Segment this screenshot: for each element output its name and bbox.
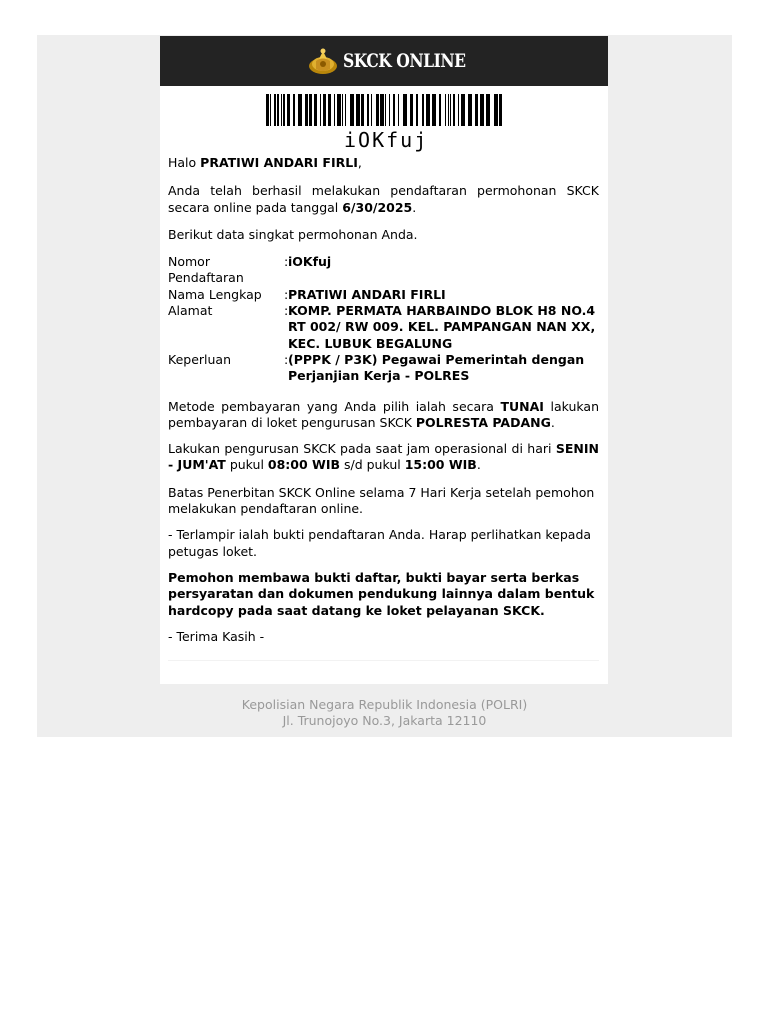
barcode-bar [416, 94, 418, 126]
registration-date: 6/30/2025 [342, 199, 413, 215]
detail-value: PRATIWI ANDARI FIRLI [288, 286, 446, 302]
detail-value: iOKfuj [288, 254, 332, 270]
barcode-bar [283, 94, 285, 126]
barcode-bar [461, 94, 465, 126]
barcode-bar [480, 94, 484, 126]
barcode-bar [277, 94, 279, 126]
barcode-bar [389, 94, 390, 126]
police-emblem-icon [308, 47, 338, 75]
barcode-bar [450, 94, 451, 126]
barcode-bar [350, 94, 354, 126]
barcode-bar [426, 94, 430, 126]
barcode-bar [398, 94, 399, 126]
email-header [160, 36, 608, 86]
divider [168, 660, 599, 661]
barcode-bar [376, 94, 379, 126]
barcode-bar [371, 94, 372, 126]
barcode-bar [320, 94, 321, 126]
detail-label: Alamat [168, 303, 213, 319]
barcode-bar [453, 94, 455, 126]
barcode-bar [274, 94, 276, 126]
barcode-bar [432, 94, 436, 126]
barcode-image [266, 94, 502, 126]
barcode-bar [448, 94, 449, 126]
barcode-bar [439, 94, 441, 126]
barcode-bar [314, 94, 317, 126]
footer-org: Kepolisian Negara Republik Indonesia (POLRI) [241, 697, 528, 712]
details-table: Nomor Pendaftaran : iOKfuj Nama Lengkap : PRATIWI ANDARI FIRLI Alamat : KOMP. PERMATA HARBAINDO BLOK H8 NO.4 RT 002/ RW 009. KEL. PAMPANGAN NAN XX, KEC. LUBUK BEGALUNG Keperluan : (PPPK / P3K) Pegawai Pemerintah dengan Perjanjian Kerja - POLRES [168, 254, 599, 384]
greeting: Halo PRATIWI ANDARI FIRLI, [168, 155, 362, 170]
barcode-bar [385, 94, 386, 126]
barcode-bar [337, 94, 341, 126]
barcode-bar [380, 94, 384, 126]
barcode-bar [468, 94, 472, 126]
barcode-bar [458, 94, 459, 126]
barcode-bar [499, 94, 502, 126]
footer-address: Jl. Trunojoyo No.3, Jakarta 12110 [282, 713, 487, 729]
payment-text: Metode pembayaran yang Anda pilih ialah secara TUNAI lakukan pembayaran di loket pengurusan SKCK POLRESTA PADANG. [168, 398, 600, 430]
deadline-text: Batas Penerbitan SKCK Online selama 7 Hari Kerja setelah pemohon melakukan pendaftaran online. [168, 484, 595, 517]
barcode-text: iOKfuj [344, 128, 429, 152]
barcode-bar [345, 94, 346, 126]
skck-logo [308, 45, 492, 77]
summary-label: Berikut data singkat permohonan Anda. [168, 226, 418, 242]
barcode-bar [361, 94, 364, 126]
attachment-note: - Terlampir ialah bukti pendaftaran Anda. Harap perlihatkan kepada petugas loket. [168, 527, 592, 559]
barcode-bar [393, 94, 395, 126]
payment-location: POLRESTA PADANG [415, 414, 551, 430]
detail-value: KOMP. PERMATA HARBAINDO BLOK H8 NO.4 RT 002/ RW 009. KEL. PAMPANGAN NAN XX, KEC. LUBUK BEGALUNG [288, 303, 596, 351]
barcode-bar [410, 94, 413, 126]
email-footer [37, 697, 732, 730]
detail-label: Nama Lengkap [168, 286, 262, 302]
operating-days: SENIN - JUM'AT [168, 441, 599, 473]
hours-text: Lakukan pengurusan SKCK pada saat jam operasional di hari SENIN - JUM'AT pukul 08:00 WIB s/d pukul 15:00 WIB. [168, 441, 599, 473]
logo-text: SKCK ONLINE [343, 50, 466, 72]
applicant-name: PRATIWI ANDARI FIRLI [200, 155, 358, 170]
barcode-bar [494, 94, 498, 126]
end-time: 15:00 WIB [404, 457, 477, 473]
email-card [160, 36, 608, 684]
barcode-bar [342, 94, 343, 126]
barcode-bar [334, 94, 335, 126]
email-body [168, 155, 599, 645]
barcode-bar [367, 94, 369, 126]
barcode-bar [298, 94, 302, 126]
barcode-bar [305, 94, 308, 126]
barcode-bar [309, 94, 312, 126]
barcode-bar [323, 94, 326, 126]
payment-method: TUNAI [500, 398, 544, 414]
detail-value: (PPPK / P3K) Pegawai Pemerintah dengan Perjanjian Kerja - POLRES [288, 351, 585, 384]
barcode-bar [328, 94, 331, 126]
start-time: 08:00 WIB [267, 457, 341, 473]
barcode-bar [475, 94, 478, 126]
barcode-bar [281, 94, 282, 126]
barcode-bar [293, 94, 295, 126]
barcode-bar [356, 94, 360, 126]
barcode-bar [287, 94, 290, 126]
barcode-bar [270, 94, 271, 126]
detail-label: Nomor Pendaftaran [168, 254, 244, 286]
barcode-bar [403, 94, 407, 126]
intro-text: Anda telah berhasil melakukan pendaftaran permohonan SKCK secara online pada tanggal 6/30/2025. [168, 183, 599, 215]
closing-text: - Terima Kasih - [168, 628, 265, 644]
barcode-bar [422, 94, 424, 126]
barcode-bar [486, 94, 490, 126]
detail-label: Keperluan [168, 351, 232, 367]
requirements-note: Pemohon membawa bukti daftar, bukti bayar serta berkas persyaratan dan dokumen pendukung lainnya dalam bentuk hardcopy pada saat datang ke loket pelayanan SKCK. [168, 569, 595, 618]
barcode-bar [266, 94, 269, 126]
barcode-bar [445, 94, 446, 126]
